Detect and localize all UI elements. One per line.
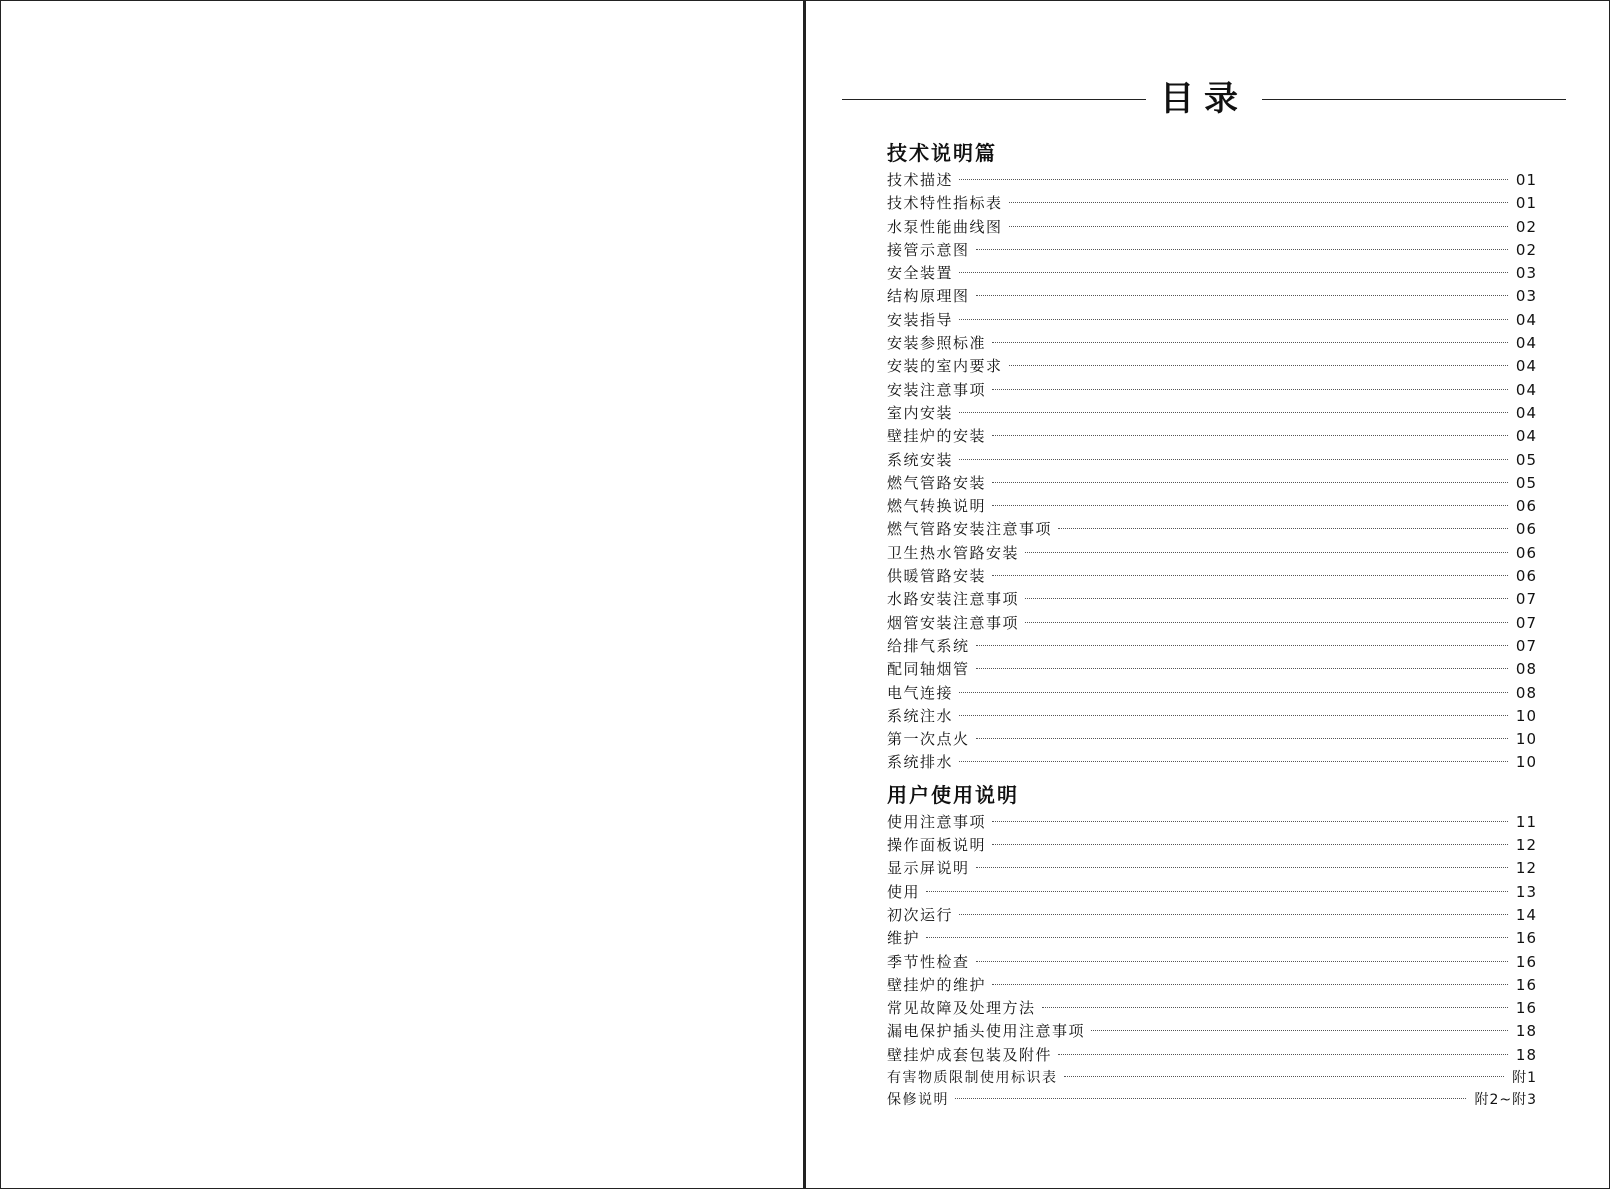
toc-entry[interactable] xyxy=(887,542,1537,565)
toc-entry-page-number: 18 xyxy=(1515,1045,1537,1064)
toc-entry-page-number: 05 xyxy=(1515,473,1537,492)
toc-entry-label: 安装注意事项 xyxy=(887,380,987,399)
toc-entry-label: 给排气系统 xyxy=(887,636,970,655)
toc-entry-page-number: 16 xyxy=(1515,929,1537,948)
dotted-leader xyxy=(955,1098,1466,1099)
toc-entry-label: 系统排水 xyxy=(887,753,954,772)
toc-entry-page-number: 01 xyxy=(1515,194,1537,213)
toc-entry-label: 使用 xyxy=(887,882,921,901)
toc-entry-page-number: 16 xyxy=(1515,952,1537,971)
toc-entry[interactable] xyxy=(887,588,1537,611)
dotted-leader xyxy=(1025,598,1508,599)
toc-entry-label: 初次运行 xyxy=(887,905,954,924)
toc-entry-page-number: 04 xyxy=(1515,427,1537,446)
toc-entry-label: 配同轴烟管 xyxy=(887,660,970,679)
toc-entry-page-number: 02 xyxy=(1515,217,1537,236)
toc-entry[interactable] xyxy=(887,904,1537,927)
toc-entry-label: 有害物质限制使用标识表 xyxy=(887,1069,1058,1086)
toc-entry-label: 安全装置 xyxy=(887,264,954,283)
toc-entry[interactable] xyxy=(887,612,1537,635)
dotted-leader xyxy=(992,435,1508,436)
toc-entry-label: 壁挂炉的安装 xyxy=(887,427,987,446)
toc-entry-page-number: 08 xyxy=(1515,660,1537,679)
table-of-contents xyxy=(887,137,1537,1111)
dotted-leader xyxy=(959,761,1508,762)
toc-entry-label: 水路安装注意事项 xyxy=(887,590,1020,609)
toc-section-heading: 技术说明篇 xyxy=(887,141,997,165)
toc-entry[interactable] xyxy=(887,974,1537,997)
toc-entry-page-number: 18 xyxy=(1515,1022,1537,1041)
title-rule-right xyxy=(1262,99,1566,100)
toc-entry-label: 燃气转换说明 xyxy=(887,497,987,516)
dotted-leader xyxy=(1091,1030,1508,1031)
dotted-leader xyxy=(959,715,1508,716)
dotted-leader xyxy=(1009,365,1508,366)
toc-entry[interactable] xyxy=(887,927,1537,950)
toc-entry[interactable] xyxy=(887,834,1537,857)
toc-section-heading: 用户使用说明 xyxy=(887,782,1019,807)
toc-entry-label: 季节性检查 xyxy=(887,952,970,971)
dotted-leader xyxy=(992,342,1508,343)
toc-entry-page-number: 10 xyxy=(1515,753,1537,772)
toc-entry-label: 系统注水 xyxy=(887,706,954,725)
toc-entry-page-number: 07 xyxy=(1515,613,1537,632)
dotted-leader xyxy=(976,645,1508,646)
toc-entry-page-number: 10 xyxy=(1515,730,1537,749)
toc-entry-page-number: 16 xyxy=(1515,999,1537,1018)
dotted-leader xyxy=(959,319,1508,320)
toc-entry-page-number: 04 xyxy=(1515,334,1537,353)
toc-entry-label: 安装指导 xyxy=(887,310,954,329)
dotted-leader xyxy=(926,891,1508,892)
dotted-leader xyxy=(1042,1007,1508,1008)
toc-entry[interactable] xyxy=(887,951,1537,974)
dotted-leader xyxy=(976,961,1508,962)
right-page xyxy=(804,0,1610,1189)
toc-entry-label: 水泵性能曲线图 xyxy=(887,217,1003,236)
toc-entry[interactable] xyxy=(887,332,1537,355)
dotted-leader xyxy=(992,505,1508,506)
dotted-leader xyxy=(1009,226,1508,227)
toc-entry[interactable] xyxy=(887,192,1537,215)
toc-entry[interactable] xyxy=(887,402,1537,425)
toc-entry[interactable] xyxy=(887,1044,1537,1067)
toc-entry-label: 室内安装 xyxy=(887,403,954,422)
dotted-leader xyxy=(1064,1076,1505,1077)
toc-entry[interactable] xyxy=(887,1089,1537,1111)
toc-entry[interactable] xyxy=(887,169,1537,192)
toc-entry[interactable] xyxy=(887,355,1537,378)
toc-entry[interactable] xyxy=(887,728,1537,751)
toc-entry[interactable] xyxy=(887,285,1537,308)
toc-entry-label: 烟管安装注意事项 xyxy=(887,613,1020,632)
toc-entry[interactable] xyxy=(887,379,1537,402)
toc-entry-label: 技术特性指标表 xyxy=(887,194,1003,213)
toc-entry[interactable] xyxy=(887,309,1537,332)
toc-entry-label: 接管示意图 xyxy=(887,240,970,259)
toc-entry-label: 技术描述 xyxy=(887,171,954,189)
toc-entry-page-number: 16 xyxy=(1515,975,1537,994)
toc-entry[interactable] xyxy=(887,1067,1537,1089)
toc-entry-page-number: 04 xyxy=(1515,310,1537,329)
toc-entry-label: 卫生热水管路安装 xyxy=(887,543,1020,562)
toc-entry-page-number: 07 xyxy=(1515,636,1537,655)
toc-entry-label: 使用注意事项 xyxy=(887,812,987,831)
toc-entry[interactable] xyxy=(887,881,1537,904)
toc-entry-label: 供暖管路安装 xyxy=(887,567,987,586)
toc-entry-page-number: 02 xyxy=(1515,240,1537,259)
toc-entry-label: 漏电保护插头使用注意事项 xyxy=(887,1022,1086,1041)
toc-entry-label: 显示屏说明 xyxy=(887,859,970,878)
toc-entry[interactable] xyxy=(887,262,1537,285)
toc-entry-page-number: 03 xyxy=(1515,287,1537,306)
toc-entry-page-number: 05 xyxy=(1515,450,1537,469)
toc-entry[interactable] xyxy=(887,425,1537,448)
toc-entry-label: 系统安装 xyxy=(887,450,954,469)
toc-entry-page-number: 04 xyxy=(1515,403,1537,422)
toc-entry[interactable] xyxy=(887,1020,1537,1043)
toc-entry-page-number: 11 xyxy=(1515,812,1537,831)
toc-entry[interactable] xyxy=(887,811,1537,834)
dotted-leader xyxy=(992,844,1508,845)
toc-entry-page-number: 06 xyxy=(1515,520,1537,539)
toc-entry[interactable] xyxy=(887,857,1537,880)
left-page-blank xyxy=(0,0,804,1189)
title-rule-left xyxy=(842,99,1146,100)
toc-entry[interactable] xyxy=(887,472,1537,495)
toc-entry[interactable] xyxy=(887,682,1537,705)
toc-entry[interactable] xyxy=(887,216,1537,239)
dotted-leader xyxy=(992,389,1508,390)
toc-title: 目录 xyxy=(1160,79,1248,119)
toc-entry-page-number: 03 xyxy=(1515,264,1537,283)
toc-entry[interactable] xyxy=(887,565,1537,588)
dotted-leader xyxy=(1025,552,1508,553)
toc-entry-page-number: 04 xyxy=(1515,380,1537,399)
toc-entry[interactable] xyxy=(887,635,1537,658)
dotted-leader xyxy=(976,295,1508,296)
toc-entry[interactable] xyxy=(887,495,1537,518)
toc-title-row xyxy=(842,77,1566,121)
dotted-leader xyxy=(992,482,1508,483)
toc-entry-page-number: 12 xyxy=(1515,859,1537,878)
toc-entry-label: 燃气管路安装注意事项 xyxy=(887,520,1053,539)
toc-entry-label: 安装的室内要求 xyxy=(887,357,1003,376)
dotted-leader xyxy=(1058,528,1508,529)
toc-entry[interactable] xyxy=(887,658,1537,681)
dotted-leader xyxy=(992,575,1508,576)
toc-entry-label: 结构原理图 xyxy=(887,287,970,306)
toc-entry-page-number: 14 xyxy=(1515,905,1537,924)
toc-entry-page-number: 04 xyxy=(1515,357,1537,376)
toc-entry[interactable] xyxy=(887,449,1537,472)
toc-entry-label: 维护 xyxy=(887,929,921,948)
toc-entry[interactable] xyxy=(887,239,1537,262)
toc-entry-page-number: 12 xyxy=(1515,836,1537,855)
toc-entry-label: 保修说明 xyxy=(887,1091,949,1108)
toc-entry[interactable] xyxy=(887,751,1537,774)
dotted-leader xyxy=(926,937,1508,938)
toc-entry-label: 操作面板说明 xyxy=(887,836,987,855)
dotted-leader xyxy=(1058,1054,1508,1055)
dotted-leader xyxy=(976,249,1508,250)
dotted-leader xyxy=(976,738,1508,739)
dotted-leader xyxy=(992,984,1508,985)
dotted-leader xyxy=(1025,622,1508,623)
toc-entry-label: 常见故障及处理方法 xyxy=(887,999,1036,1018)
toc-entry-label: 壁挂炉的维护 xyxy=(887,975,987,994)
toc-entry[interactable] xyxy=(887,518,1537,541)
toc-entry-page-number: 07 xyxy=(1515,590,1537,609)
toc-entry[interactable] xyxy=(887,997,1537,1020)
dotted-leader xyxy=(959,179,1508,180)
dotted-leader xyxy=(1009,202,1508,203)
dotted-leader xyxy=(976,668,1508,669)
dotted-leader xyxy=(959,692,1508,693)
dotted-leader xyxy=(959,412,1508,413)
dotted-leader xyxy=(959,459,1508,460)
toc-entry-page-number: 附2~附3 xyxy=(1474,1091,1537,1108)
toc-entry-label: 第一次点火 xyxy=(887,730,970,749)
dotted-leader xyxy=(959,914,1508,915)
toc-entry-page-number: 06 xyxy=(1515,543,1537,562)
toc-entry-page-number: 08 xyxy=(1515,683,1537,702)
dotted-leader xyxy=(959,272,1508,273)
toc-entry-page-number: 附1 xyxy=(1512,1069,1537,1086)
toc-entry-page-number: 01 xyxy=(1515,171,1537,189)
toc-entry[interactable] xyxy=(887,705,1537,728)
toc-entry-label: 电气连接 xyxy=(887,683,954,702)
toc-entry-page-number: 13 xyxy=(1515,882,1537,901)
dotted-leader xyxy=(976,867,1508,868)
toc-entry-page-number: 10 xyxy=(1515,706,1537,725)
dotted-leader xyxy=(992,821,1508,822)
toc-entry-page-number: 06 xyxy=(1515,497,1537,516)
toc-entry-page-number: 06 xyxy=(1515,567,1537,586)
toc-entry-label: 燃气管路安装 xyxy=(887,473,987,492)
toc-entry-label: 安装参照标准 xyxy=(887,334,987,353)
toc-entry-label: 壁挂炉成套包装及附件 xyxy=(887,1045,1053,1064)
